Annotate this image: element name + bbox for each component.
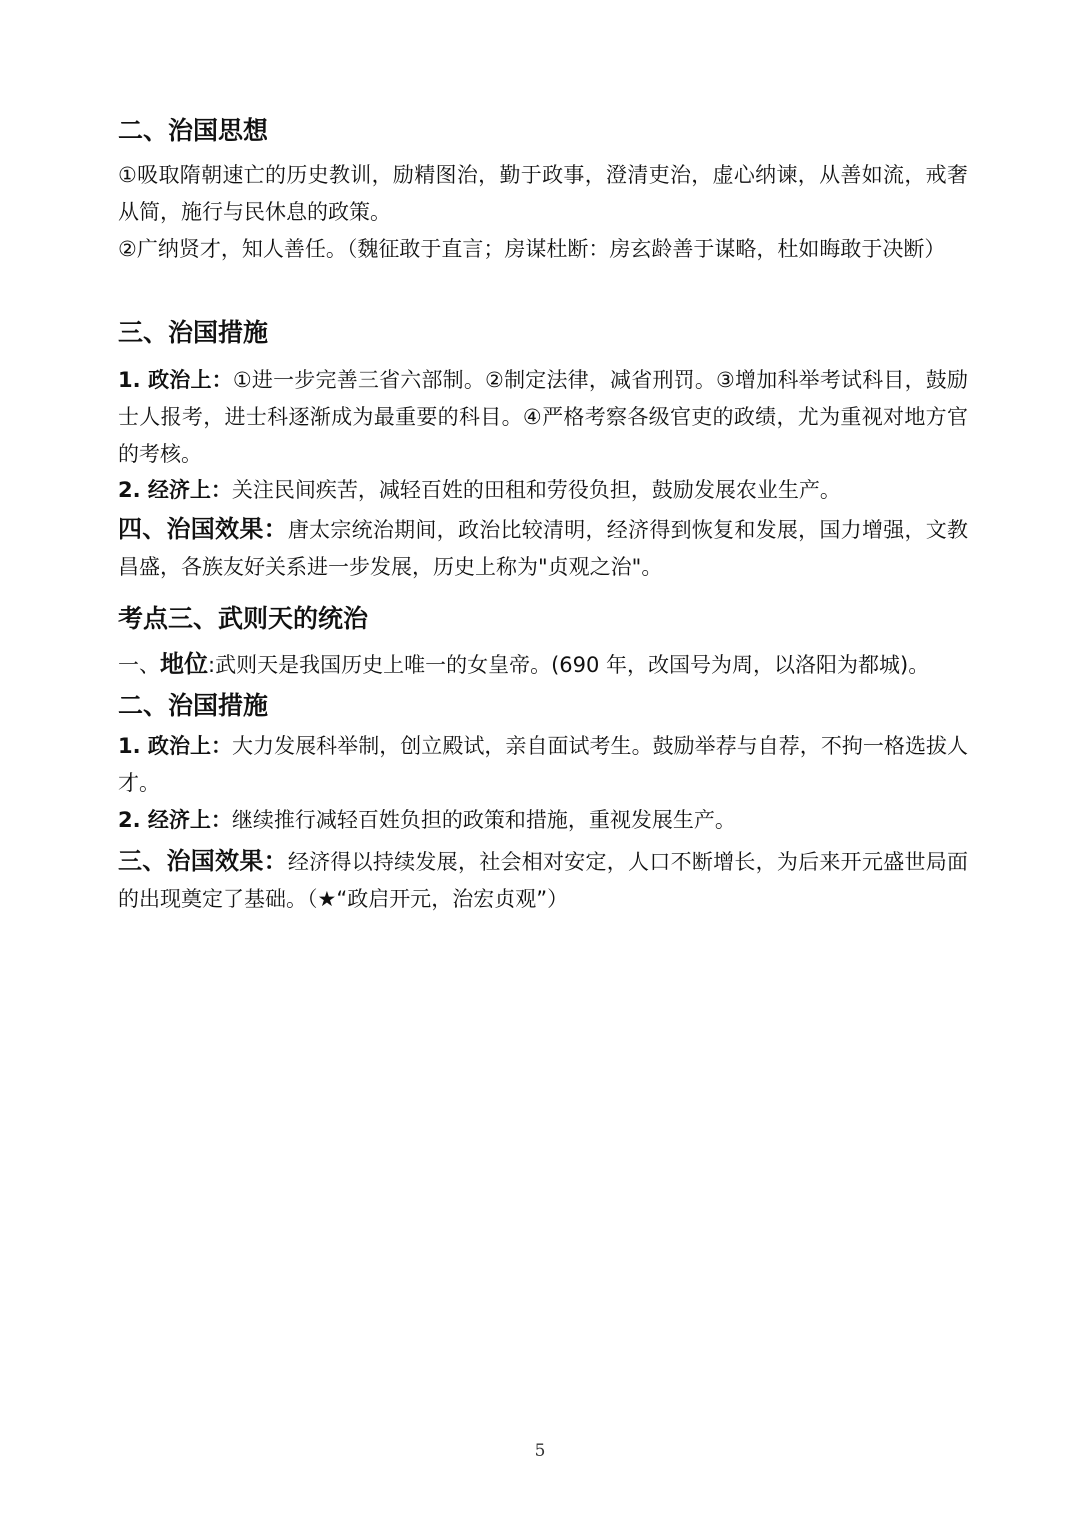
label-political: 1. 政治上： [118,368,233,392]
paragraph-wu-zetian-status [118,646,968,684]
paragraph-governing-thought-2 [118,231,968,268]
paragraph-governing-effect [118,511,968,586]
paragraph-governing-thought-1 [118,157,968,231]
text-economic-measures: 关注民间疾苦，减轻百姓的田租和劳役负担，鼓励发展农业生产。 [231,478,841,502]
label-wu-economic: 2. 经济上： [118,808,232,832]
label-governing-effect: 四、治国效果： [118,515,288,543]
text-wu-economic: 继续推行减轻百姓负担的政策和措施，重视发展生产。 [231,808,736,832]
label-status: 地位 [160,650,208,678]
paragraph-wu-political [118,728,968,802]
text-governing-thought-1: ①吸取隋朝速亡的历史教训，励精图治，勤于政事，澄清吏治，虚心纳谏，从善如流，戒奢从简，施行与民休息的政策。 [118,163,968,224]
text-governing-thought-2: ②广纳贤才，知人善任。（魏征敢于直言；房谋杜断：房玄龄善于谋略，杜如晦敢于决断） [118,237,946,261]
paragraph-economic-measures [118,472,968,509]
text-political-measures: ①进一步完善三省六部制。②制定法律，减省刑罚。③增加科举考试科目，鼓励士人报考，进士科逐渐成为最重要的科目。④严格考察各级官吏的政绩，尤为重视对地方官的考核。 [118,368,969,466]
section-heading-wu-zetian: 考点三、武则天的统治 [118,604,369,633]
section-heading-governing-measures: 三、治国措施 [118,318,269,347]
label-economic: 2. 经济上： [118,478,232,502]
text-governing-effect: 唐太宗统治期间，政治比较清明，经济得到恢复和发展，国力增强，文教昌盛，各族友好关系进一步发展，历史上称为"贞观之治"。 [118,518,968,579]
page-number: 5 [534,1441,546,1461]
paragraph-political-measures [118,362,968,473]
text-wu-political: 大力发展科举制，创立殿试，亲自面试考生。鼓励举荐与自荐，不拘一格选拔人才。 [118,734,968,795]
text-wu-effect: 经济得以持续发展，社会相对安定，人口不断增长，为后来开元盛世局面的出现奠定了基础。（★“政启开元，治宏贞观”） [118,850,968,911]
label-wu-political: 1. 政治上： [118,734,233,758]
paragraph-wu-economic [118,802,968,839]
prefix-status: 一、 [118,653,160,677]
section-heading-wu-measures: 二、治国措施 [118,691,269,720]
text-status: :武则天是我国历史上唯一的女皇帝。(690 年，改国号为周，以洛阳为都城)。 [208,653,930,677]
label-wu-effect: 三、治国效果： [118,847,288,875]
section-heading-governing-thought: 二、治国思想 [118,116,269,145]
paragraph-wu-effect [118,843,968,918]
